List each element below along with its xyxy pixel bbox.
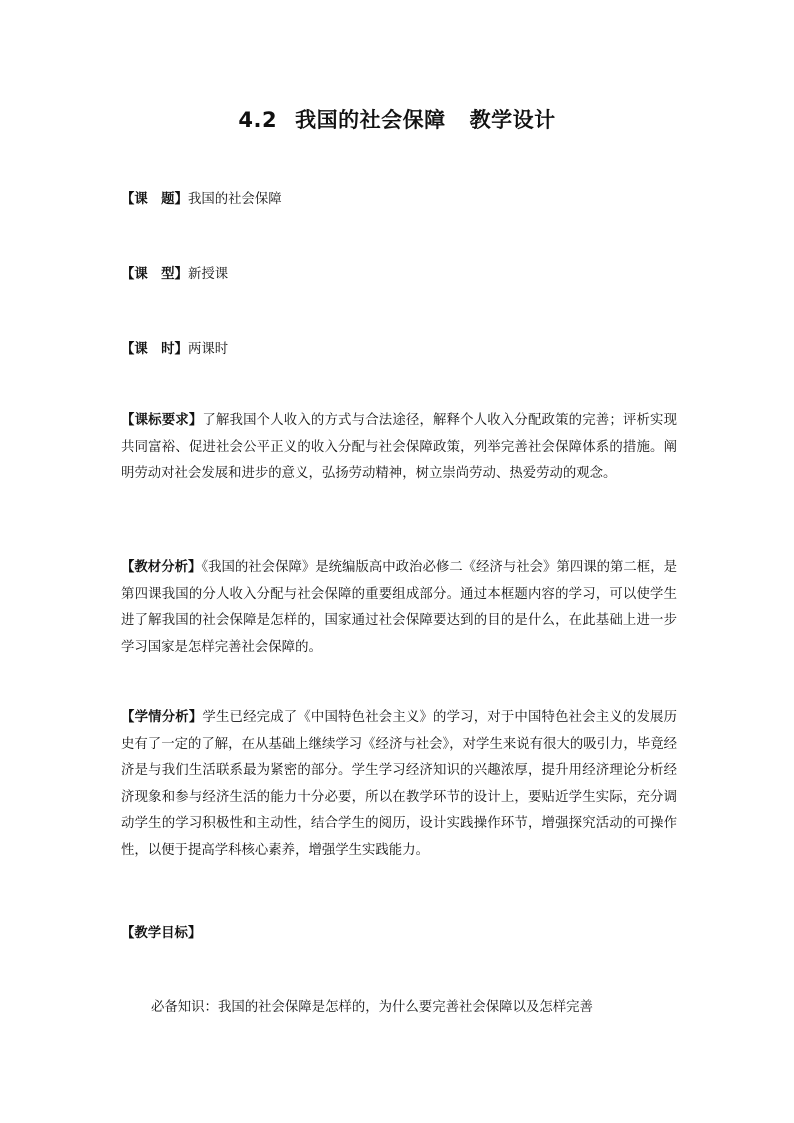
standard-text: 了解我国个人收入的方式与合法途径，解释个人收入分配政策的完善；评析实现共同富裕、促进社会公平正义的收入分配与社会保障政策，列举完善社会保障体系的措施。阐明劳动对社会发展和进步的意义，弘扬劳动精神，树立崇尚劳动、热爱劳动的观念。 bbox=[121, 413, 678, 481]
title-main: 我国的社会保障 bbox=[295, 108, 446, 132]
hours-label: 【课 时】 bbox=[121, 342, 188, 357]
objectives-label: 【教学目标】 bbox=[121, 926, 202, 941]
topic-text: 我国的社会保障 bbox=[187, 192, 282, 207]
topic-label: 【课 题】 bbox=[121, 192, 188, 207]
objectives-heading bbox=[121, 921, 677, 948]
textbook-label: 【教材分析】 bbox=[121, 560, 202, 575]
students-text: 学生已经完成了《中国特色社会主义》的学习，对于中国特色社会主义的发展历史有了一定的了解，在从基础上继续学习《经济与社会》，对学生来说有很大的吸引力，毕竟经济是与我们生活联系最为紧密的部分。学生学习经济知识的兴趣浓厚，提升用经济理论分析经济现象和参与经济生活的能力十分必要，所以在教学环节的设计上，要贴近学生实际，充分调动学生的学习积极性和主动性，结合学生的阅历，设计实践操作环节，增强探究活动的可操作性，以便于提高学科核心素养，增强学生实践能力。 bbox=[121, 710, 678, 858]
standard-paragraph bbox=[121, 408, 677, 488]
students-paragraph bbox=[121, 705, 677, 864]
standard-label: 【课标要求】 bbox=[121, 413, 203, 428]
type-line bbox=[121, 262, 677, 289]
title-number: 4.2 bbox=[238, 108, 278, 132]
type-label: 【课 型】 bbox=[121, 267, 188, 282]
title-suffix: 教学设计 bbox=[469, 108, 556, 132]
document-title bbox=[0, 104, 794, 134]
textbook-text: 《我国的社会保障》是统编版高中政治必修二《经济与社会》第四课的第二框，是第四课我国的分人收入分配与社会保障的重要组成部分。通过本框题内容的学习，可以使学生进了解我国的社会保障是怎样的，国家通过社会保障要达到的目的是什么，在此基础上进一步学习国家是怎样完善社会保障的。 bbox=[121, 560, 677, 655]
knowledge-line: 必备知识：我国的社会保障是怎样的，为什么要完善社会保障以及怎样完善 bbox=[151, 1000, 593, 1015]
textbook-paragraph bbox=[121, 555, 677, 661]
students-label: 【学情分析】 bbox=[121, 710, 203, 725]
type-text: 新授课 bbox=[187, 267, 229, 282]
hours-line bbox=[121, 337, 677, 364]
hours-text: 两课时 bbox=[187, 342, 229, 357]
topic-line bbox=[121, 187, 677, 214]
